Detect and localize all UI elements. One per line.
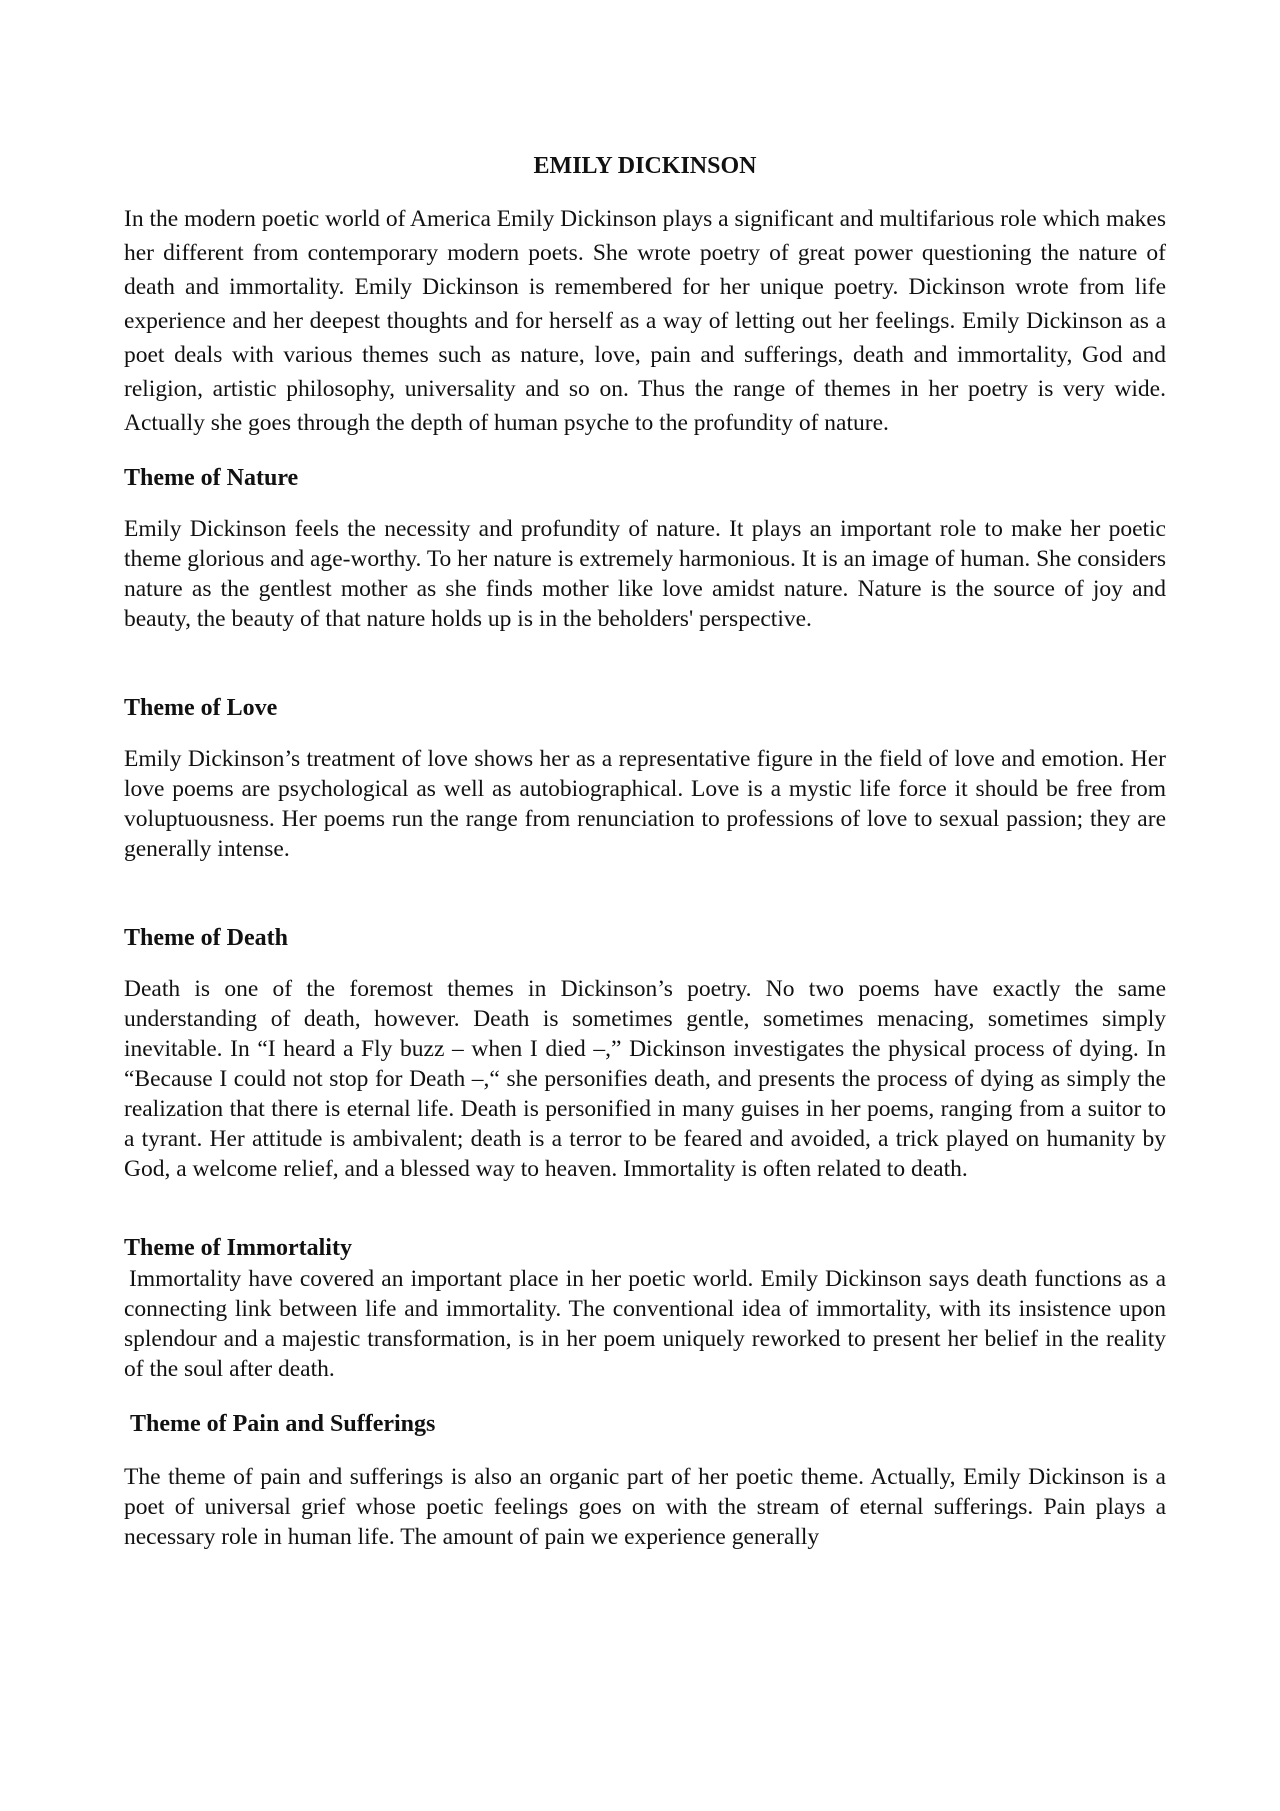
section-text-immortality: Immortality have covered an important place in her poetic world. Emily Dickinson says death functions as a connecting link between life and immortality. The conventional idea of immortality, with its insistence upon splendour and a majestic transformation, is in her poem uniquely reworked to present her belief in the reality of the soul after death. xyxy=(124,1266,1166,1382)
section-text-pain: The theme of pain and sufferings is also an organic part of her poetic theme. Actually, Emily Dickinson is a poet of universal grief whose poetic feelings goes on with the stream of eternal sufferings. Pain plays a necessary role in human life. The amount of pain we experience generally xyxy=(124,1464,1166,1550)
section-heading-immortality: Theme of Immortality xyxy=(124,1235,352,1261)
section-text-death: Death is one of the foremost themes in Dickinson’s poetry. No two poems have exactly the same understanding of death, however. Death is sometimes gentle, sometimes menacing, sometimes simply inevitable. In “I heard a Fly buzz – when I died –,” Dickinson investigates the physical process of dying. In “Because I could not stop for Death –,“ she personifies death, and presents the process of dying as simply the realization that there is eternal life. Death is personified in many guises in her poems, ranging from a suitor to a tyrant. Her attitude is ambivalent; death is a terror to be feared and avoided, a trick played on humanity by God, a welcome relief, and a blessed way to heaven. Immortality is often related to death. xyxy=(124,976,1166,1182)
section-heading-death: Theme of Death xyxy=(124,925,288,951)
section-heading-love: Theme of Love xyxy=(124,695,278,721)
intro-paragraph: In the modern poetic world of America Emily Dickinson plays a significant and multifarious role which makes her different from contemporary modern poets. She wrote poetry of great power questioning the nature of death and immortality. Emily Dickinson is remembered for her unique poetry. Dickinson wrote from life experience and her deepest thoughts and for herself as a way of letting out her feelings. Emily Dickinson as a poet deals with various themes such as nature, love, pain and sufferings, death and immortality, God and religion, artistic philosophy, universality and so on. Thus the range of themes in her poetry is very wide. Actually she goes through the depth of human psyche to the profundity of nature. xyxy=(124,206,1166,436)
document-page xyxy=(124,150,1166,1552)
section-heading-nature: Theme of Nature xyxy=(124,465,299,491)
section-heading-pain: Theme of Pain and Sufferings xyxy=(130,1411,436,1437)
section-text-love: Emily Dickinson’s treatment of love shows her as a representative figure in the field of love and emotion. Her love poems are psychological as well as autobiographical. Love is a mystic life force it should be free from voluptuousness. Her poems run the range from renunciation to professions of love to sexual passion; they are generally intense. xyxy=(124,746,1166,862)
section-text-nature: Emily Dickinson feels the necessity and profundity of nature. It plays an important role to make her poetic theme glorious and age-worthy. To her nature is extremely harmonious. It is an image of human. She considers nature as the gentlest mother as she finds mother like love amidst nature. Nature is the source of joy and beauty, the beauty of that nature holds up is in the beholders' perspective. xyxy=(124,516,1166,632)
document-title: EMILY DICKINSON xyxy=(533,153,757,179)
